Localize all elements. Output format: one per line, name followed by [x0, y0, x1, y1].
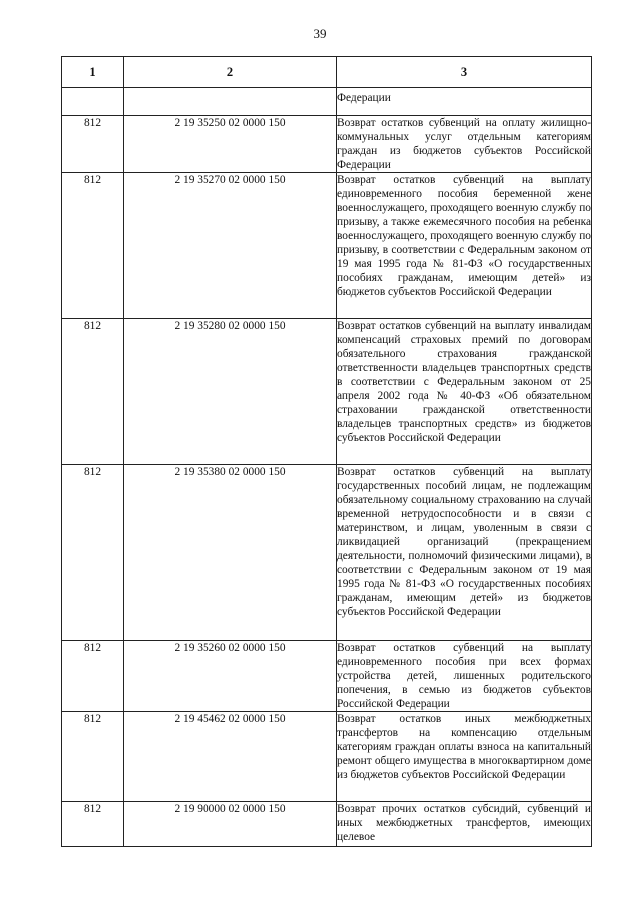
table-row	[62, 116, 592, 173]
cell-description: Возврат прочих остатков субсидий, субвенций и иных межбюджетных трансфертов, имеющих целевое	[337, 802, 592, 847]
table-header-row	[62, 57, 592, 88]
header-col-2: 2	[124, 57, 337, 88]
page-number: 39	[313, 26, 327, 41]
header-col-3: 3	[337, 57, 592, 88]
cell-admin	[62, 88, 124, 116]
cell-description: Федерации	[337, 88, 592, 116]
cell-code: 2 19 45462 02 0000 150	[124, 712, 337, 802]
table-row	[62, 641, 592, 712]
cell-description: Возврат остатков субвенций на выплату единовременного пособия при всех формах устройства детей, лишенных родительского попечения, в семью из бюджетов субъектов Российской Федерации	[337, 642, 591, 710]
cell-admin: 812	[62, 173, 124, 319]
cell-description: Возврат остатков субвенций на выплату единовременного пособия беременной жене военнослужащего, проходящего военную службу по призыву, а также ежемесячного пособия на ребенка военнослужащего, проходящего военную службу по призыву, в соответствии с Федеральным законом от 19 мая 1995 года № 81-ФЗ «О государственных пособиях гражданам, имеющим детей» из бюджетов субъектов Российской Федерации	[337, 173, 592, 319]
cell-admin: 812	[62, 641, 124, 712]
cell-description: Возврат остатков субвенций на выплату инвалидам компенсаций страховых премий по договорам обязательного страхования гражданской ответственности владельцев транспортных средств в соответствии с Федеральным законом от 25 апреля 2002 года № 40-ФЗ «Об обязательном страховании гражданской ответственности владельцев транспортных средств» из бюджетов субъектов Российской Федерации	[337, 319, 592, 465]
cell-code: 2 19 90000 02 0000 150	[124, 802, 337, 847]
cell-admin: 812	[62, 712, 124, 802]
cell-admin: 812	[62, 116, 124, 173]
cell-code: 2 19 35280 02 0000 150	[124, 319, 337, 465]
cell-description: Возврат остатков субвенций на оплату жилищно-коммунальных услуг отдельным категориям граждан из бюджетов субъектов Российской Федерации	[337, 117, 591, 171]
table-row	[62, 802, 592, 847]
budget-codes-table	[61, 56, 592, 847]
cell-admin: 812	[62, 465, 124, 641]
table-row	[62, 173, 592, 319]
cell-code: 2 19 35270 02 0000 150	[124, 173, 337, 319]
cell-admin: 812	[62, 319, 124, 465]
table-row	[62, 465, 592, 641]
cell-description: Возврат остатков иных межбюджетных трансфертов на компенсацию отдельным категориям граждан оплаты взноса на капитальный ремонт общего имущества в многоквартирном доме из бюджетов субъектов Российской Федерации	[337, 712, 592, 802]
cell-code: 2 19 35380 02 0000 150	[124, 465, 337, 641]
table-row	[62, 712, 592, 802]
cell-code	[124, 88, 337, 116]
cell-admin: 812	[62, 802, 124, 847]
header-col-1: 1	[62, 57, 124, 88]
cell-code: 2 19 35260 02 0000 150	[124, 641, 337, 712]
cell-description: Возврат остатков субвенций на выплату государственных пособий лицам, не подлежащим обязательному социальному страхованию на случай временной нетрудоспособности и в связи с материнством, и лицам, уволенным в связи с ликвидацией организаций (прекращением деятельности, полномочий физическими лицами), в соответствии с Федеральным законом от 19 мая 1995 года № 81-ФЗ «О государственных пособиях гражданам, имеющим детей» из бюджетов субъектов Российской Федерации	[337, 465, 592, 641]
table-row	[62, 319, 592, 465]
table-row-continuation	[62, 88, 592, 116]
cell-code: 2 19 35250 02 0000 150	[124, 116, 337, 173]
